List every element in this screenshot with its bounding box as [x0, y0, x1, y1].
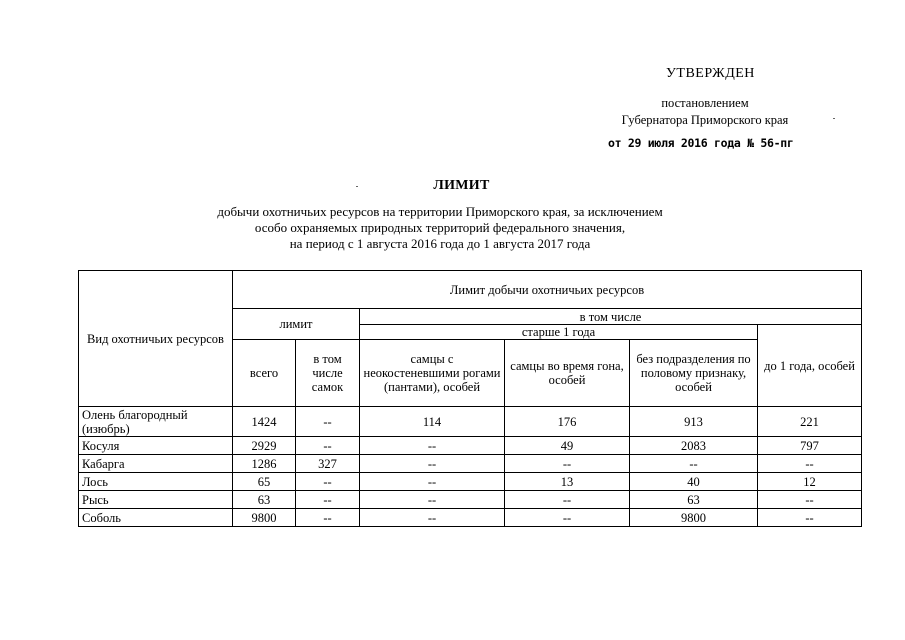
- cell-males-antlers: 114: [360, 407, 505, 437]
- decree-date: от 29 июля 2016 года № 56-пг: [608, 136, 794, 150]
- cell-species: Олень благородный (изюбрь): [79, 407, 233, 437]
- scan-speck: [356, 186, 358, 187]
- header-older: старше 1 года: [360, 325, 758, 340]
- header-limit: лимит: [233, 309, 360, 340]
- cell-under-1: --: [758, 491, 862, 509]
- limits-table: [78, 270, 862, 527]
- table-row: [79, 437, 862, 455]
- document-title: ЛИМИТ: [433, 178, 490, 193]
- cell-species: Косуля: [79, 437, 233, 455]
- cell-females: --: [296, 407, 360, 437]
- cell-no-gender: 913: [630, 407, 758, 437]
- header-species: Вид охотничьих ресурсов: [79, 271, 233, 407]
- header-row-1: [79, 271, 862, 309]
- cell-under-1: 221: [758, 407, 862, 437]
- cell-males-rut: 49: [505, 437, 630, 455]
- table-row: [79, 455, 862, 473]
- cell-females: --: [296, 491, 360, 509]
- decree-line-2: Губернатора Приморского края: [621, 113, 789, 127]
- header-males-antlers: самцы с неокостеневшими рогами (пантами), особей: [360, 340, 505, 407]
- cell-all: 2929: [233, 437, 296, 455]
- header-females: в том числе самок: [296, 340, 360, 407]
- table-row: [79, 509, 862, 527]
- cell-no-gender: --: [630, 455, 758, 473]
- cell-no-gender: 40: [630, 473, 758, 491]
- header-all: всего: [233, 340, 296, 407]
- cell-under-1: 12: [758, 473, 862, 491]
- header-no-gender: без подразделения по половому признаку, особей: [630, 340, 758, 407]
- cell-males-rut: --: [505, 455, 630, 473]
- cell-all: 9800: [233, 509, 296, 527]
- cell-males-antlers: --: [360, 491, 505, 509]
- header-males-rut: самцы во время гона, особей: [505, 340, 630, 407]
- cell-males-rut: 13: [505, 473, 630, 491]
- subtitle-line-2: особо охраняемых природных территорий федерального значения,: [254, 220, 626, 235]
- cell-no-gender: 2083: [630, 437, 758, 455]
- cell-females: --: [296, 437, 360, 455]
- decree-reference: [600, 95, 810, 129]
- decree-line-1: постановлением: [661, 96, 749, 110]
- cell-males-antlers: --: [360, 455, 505, 473]
- cell-under-1: --: [758, 509, 862, 527]
- cell-all: 65: [233, 473, 296, 491]
- header-including: в том числе: [360, 309, 862, 325]
- table-row: [79, 491, 862, 509]
- cell-species: Рысь: [79, 491, 233, 509]
- cell-all: 1286: [233, 455, 296, 473]
- approved-heading: УТВЕРЖДЕН: [666, 66, 755, 81]
- subtitle-line-3: на период с 1 августа 2016 года до 1 августа 2017 года: [289, 236, 591, 251]
- scan-speck: [833, 118, 835, 119]
- header-limit-total: Лимит добычи охотничьих ресурсов: [233, 271, 862, 309]
- cell-no-gender: 9800: [630, 509, 758, 527]
- header-under-1: до 1 года, особей: [758, 325, 862, 407]
- cell-females: --: [296, 509, 360, 527]
- document-subtitle: [130, 204, 750, 252]
- cell-males-antlers: --: [360, 509, 505, 527]
- cell-males-rut: --: [505, 491, 630, 509]
- cell-males-antlers: --: [360, 437, 505, 455]
- table-row: [79, 407, 862, 437]
- subtitle-line-1: добычи охотничьих ресурсов на территории Приморского края, за исключением: [217, 204, 663, 219]
- cell-males-rut: --: [505, 509, 630, 527]
- cell-males-rut: 176: [505, 407, 630, 437]
- cell-females: 327: [296, 455, 360, 473]
- cell-under-1: 797: [758, 437, 862, 455]
- cell-species: Кабарга: [79, 455, 233, 473]
- cell-no-gender: 63: [630, 491, 758, 509]
- cell-males-antlers: --: [360, 473, 505, 491]
- cell-all: 63: [233, 491, 296, 509]
- table-row: [79, 473, 862, 491]
- cell-species: Лось: [79, 473, 233, 491]
- cell-species: Соболь: [79, 509, 233, 527]
- cell-females: --: [296, 473, 360, 491]
- cell-all: 1424: [233, 407, 296, 437]
- cell-under-1: --: [758, 455, 862, 473]
